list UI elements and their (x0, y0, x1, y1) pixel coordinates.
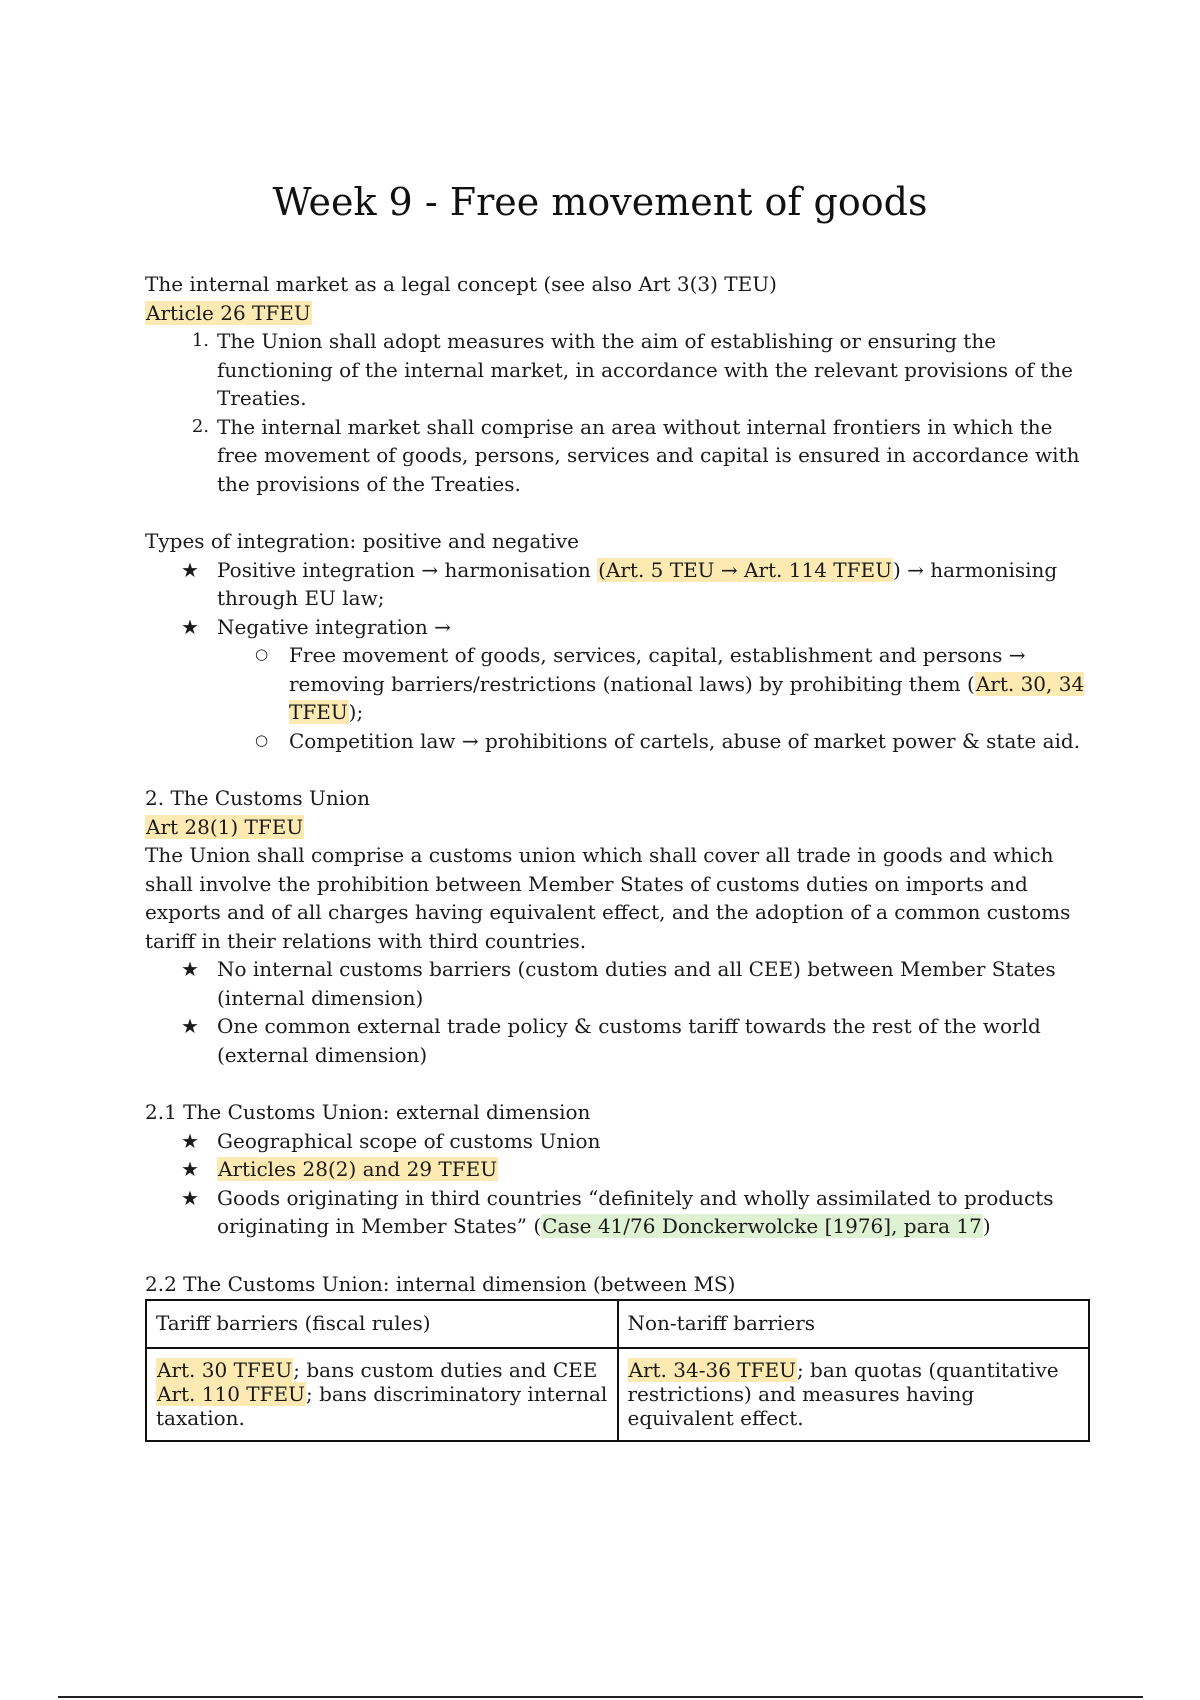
external-dimension-heading: 2.1 The Customs Union: external dimension (145, 1100, 591, 1124)
article-28-highlight: Art 28(1) TFEU (146, 814, 304, 839)
positive-integration-text-end: ) → harmonising through EU law; (217, 557, 1058, 610)
customs-union-heading: 2. The Customs Union (145, 786, 371, 810)
star-bullet-icon: ★ (181, 557, 199, 582)
external-dimension-list (145, 1127, 1090, 1241)
article-26-highlight: Article 26 TFEU (146, 300, 311, 325)
table-header-row (146, 1300, 1089, 1348)
positive-integration-highlight: (Art. 5 TEU → Art. 114 TFEU (598, 557, 892, 582)
table-header-cell: Tariff barriers (fiscal rules) (146, 1300, 618, 1348)
list-item-text: One common external trade policy & customs tariff towards the rest of the world (external dimension) (217, 1014, 1041, 1067)
list-number: 2. (191, 415, 209, 437)
list-item (255, 727, 1090, 756)
article-30-text: ; bans custom duties and CEE (293, 1358, 598, 1382)
article-34-36-text: ; ban quotas (quantitative restrictions) and measures having equivalent effect. (627, 1358, 1059, 1430)
article-110-text: ; bans discriminatory internal taxation. (156, 1382, 608, 1430)
list-item (191, 327, 1090, 413)
list-item-text: The Union shall adopt measures with the aim of establishing or ensuring the functioning of the internal market, in accordance with the relevant provisions of the Treaties. (217, 329, 1073, 410)
star-bullet-icon: ★ (181, 1157, 199, 1181)
spacer (145, 1241, 1090, 1270)
free-movement-text-end: ); (348, 700, 364, 724)
third-countries-text: Goods originating in third countries “definitely and wholly assimilated to products originating in Member States” ( (217, 1185, 1054, 1238)
integration-heading: Types of integration: positive and negative (145, 529, 579, 553)
circle-bullet-icon: ○ (255, 730, 269, 749)
list-item (181, 955, 1090, 1012)
list-number: 1. (191, 330, 209, 351)
positive-integration-text: Positive integration → harmonisation (217, 557, 598, 582)
list-item (191, 413, 1090, 499)
negative-integration-sublist (217, 641, 1090, 755)
article-110-highlight: Art. 110 TFEU (157, 1382, 305, 1406)
free-movement-highlight: Art. 30, 34 TFEU (289, 671, 1085, 724)
customs-union-list (145, 955, 1090, 1069)
integration-list (145, 556, 1090, 756)
list-item (181, 556, 1090, 613)
list-item-text: No internal customs barriers (custom duties and all CEE) between Member States (internal dimension) (217, 957, 1056, 1010)
list-item-text: Geographical scope of customs Union (217, 1128, 601, 1153)
document-body (145, 270, 1090, 1442)
list-item (181, 1155, 1090, 1184)
spacer (145, 1069, 1090, 1098)
page-bottom-divider (58, 1696, 1143, 1698)
star-bullet-icon: ★ (181, 957, 199, 981)
internal-dimension-heading: 2.2 The Customs Union: internal dimension (between MS) (145, 1271, 736, 1296)
page-title: Week 9 - Free movement of goods (272, 180, 928, 224)
spacer (145, 755, 1090, 784)
table-row (146, 1348, 1089, 1441)
article-26-heading (145, 299, 1090, 328)
table-cell (618, 1348, 1090, 1441)
barriers-table (145, 1299, 1090, 1442)
table-cell (146, 1348, 618, 1441)
competition-law-text: Competition law → prohibitions of cartels, abuse of market power & state aid. (289, 728, 1081, 753)
article-34-36-highlight: Art. 34-36 TFEU (628, 1358, 796, 1382)
list-item (181, 1184, 1090, 1241)
negative-integration-text: Negative integration → (217, 614, 451, 639)
third-countries-text-end: ) (982, 1214, 991, 1238)
free-movement-text: Free movement of goods, services, capital, establishment and persons → removing barriers/restrictions (national laws) by prohibiting them ( (289, 643, 1026, 696)
star-bullet-icon: ★ (181, 614, 199, 639)
star-bullet-icon: ★ (181, 1014, 199, 1038)
table-header-cell: Non-tariff barriers (618, 1300, 1090, 1348)
list-item (255, 641, 1090, 727)
internal-market-intro: The internal market as a legal concept (see also Art 3(3) TEU) (145, 272, 777, 296)
articles-28-29-highlight: Articles 28(2) and 29 TFEU (218, 1157, 498, 1181)
spacer (145, 498, 1090, 527)
case-citation-highlight: Case 41/76 Donckerwolcke [1976], para 17 (542, 1214, 982, 1238)
list-item (181, 613, 1090, 756)
circle-bullet-icon: ○ (255, 645, 269, 663)
article-30-highlight: Art. 30 TFEU (157, 1358, 293, 1382)
list-item (181, 1127, 1090, 1156)
article-28-heading (145, 813, 1090, 842)
article-28-text: The Union shall comprise a customs union which shall cover all trade in goods and which shall involve the prohibition between Member States of customs duties on imports and exports and of all charges having equivalent effect, and the adoption of a common customs tariff in their relations with third countries. (145, 843, 1071, 953)
article-26-list (145, 327, 1090, 498)
list-item-text: The internal market shall comprise an area without internal frontiers in which the free movement of goods, persons, services and capital is ensured in accordance with the provisions of the Treaties. (217, 414, 1080, 496)
star-bullet-icon: ★ (181, 1185, 199, 1210)
list-item (181, 1012, 1090, 1069)
star-bullet-icon: ★ (181, 1128, 199, 1153)
